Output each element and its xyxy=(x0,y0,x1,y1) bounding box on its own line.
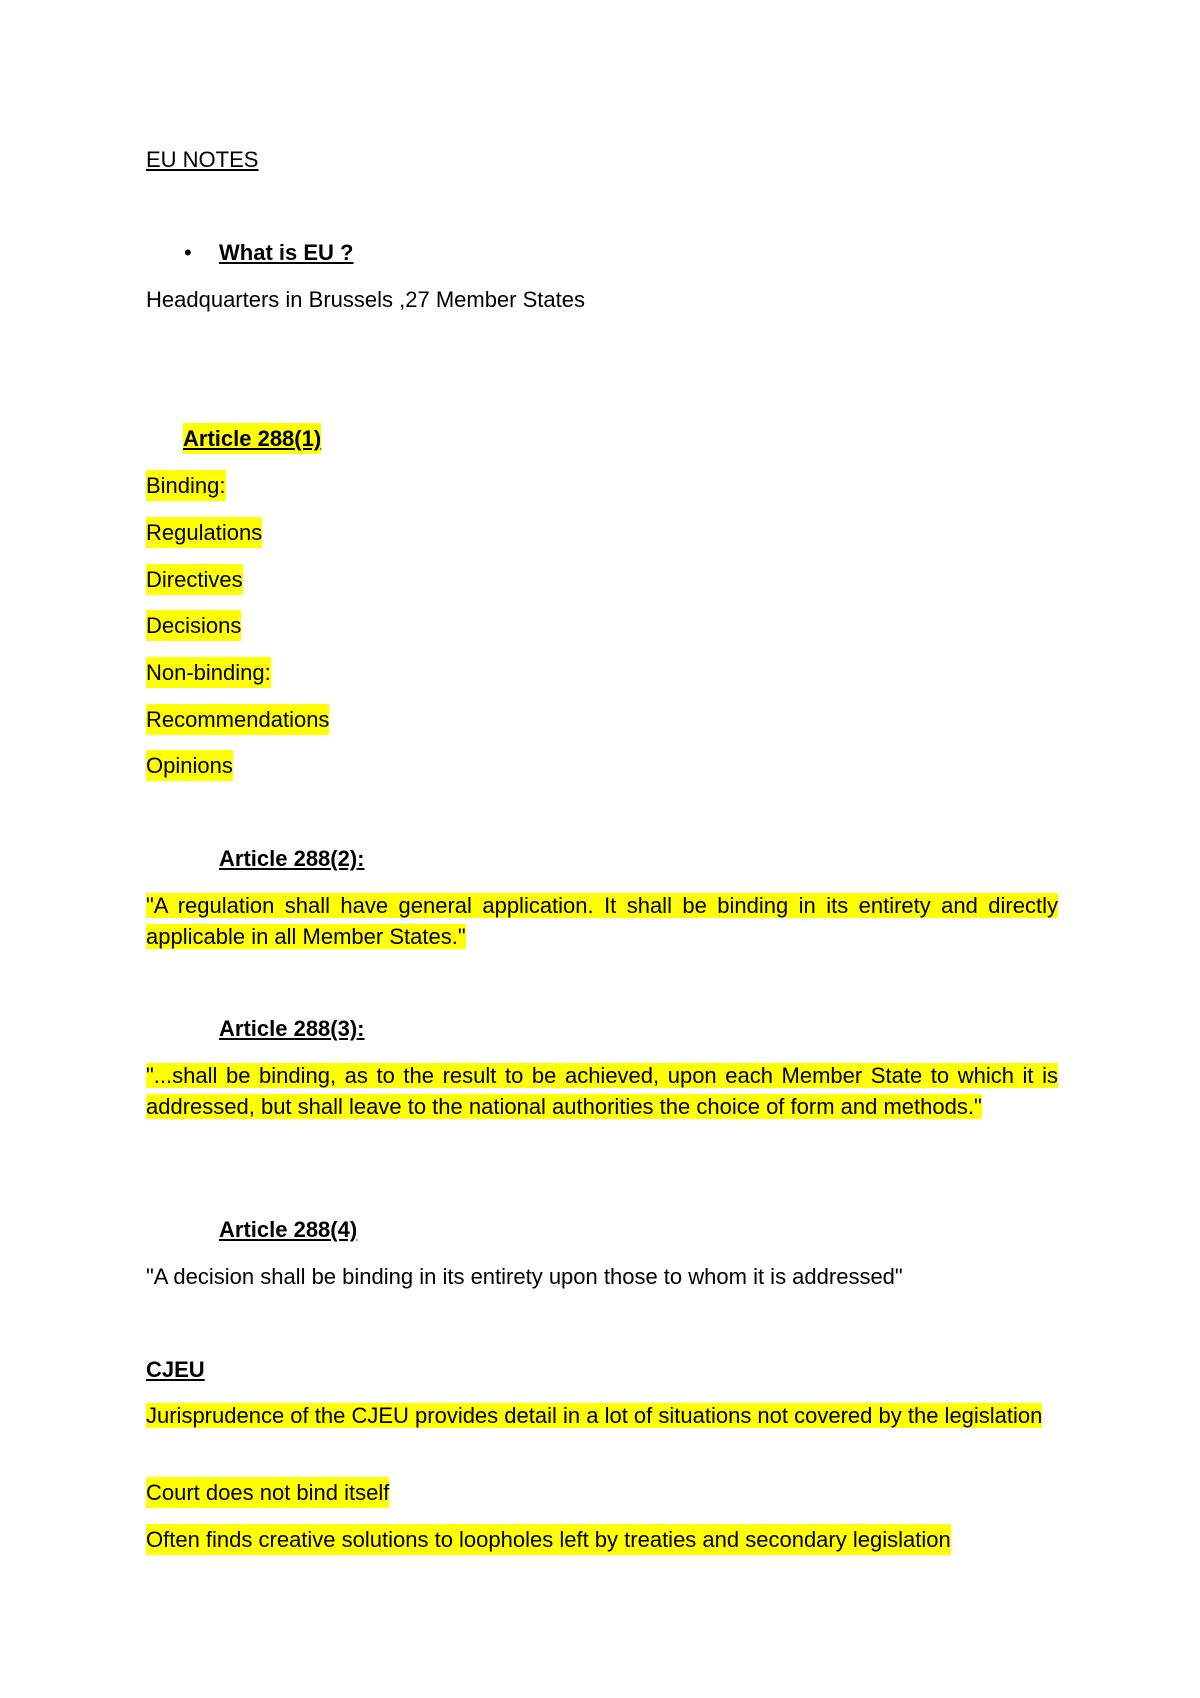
cjeu-point: Jurisprudence of the CJEU provides detail in a lot of situations not covered by the legislation xyxy=(146,1403,1043,1428)
list-item: Regulations xyxy=(146,517,262,548)
article-288-2-heading: Article 288(2): xyxy=(219,846,365,871)
cjeu-point: Court does not bind itself xyxy=(146,1477,389,1508)
list-item: Opinions xyxy=(146,750,233,781)
intro-text: Headquarters in Brussels ,27 Member States xyxy=(146,287,585,312)
article-288-4-heading: Article 288(4) xyxy=(219,1217,358,1242)
article-288-3-heading: Article 288(3): xyxy=(219,1016,365,1041)
list-item: Non-binding: xyxy=(146,657,271,688)
bullet-heading: What is EU ? xyxy=(219,240,354,265)
list-item: Recommendations xyxy=(146,704,329,735)
article-288-4-quote: "A decision shall be binding in its entirety upon those to whom it is addressed" xyxy=(146,1264,903,1289)
list-item: Binding: xyxy=(146,470,226,501)
article-288-2-quote: "A regulation shall have general application. It shall be binding in its entirety and directly applicable in all Member States." xyxy=(146,893,1058,949)
cjeu-heading: CJEU xyxy=(146,1357,205,1382)
list-item: Decisions xyxy=(146,610,241,641)
list-item: Directives xyxy=(146,564,243,595)
article-288-1-heading: Article 288(1) xyxy=(183,423,321,454)
document-title: EU NOTES xyxy=(146,147,259,172)
bullet-icon: • xyxy=(184,240,192,265)
article-288-3-quote: "...shall be binding, as to the result to be achieved, upon each Member State to which it is addressed, but shall leave to the national authorities the choice of form and methods." xyxy=(146,1063,1058,1119)
cjeu-point: Often finds creative solutions to loopholes left by treaties and secondary legislation xyxy=(146,1524,951,1555)
